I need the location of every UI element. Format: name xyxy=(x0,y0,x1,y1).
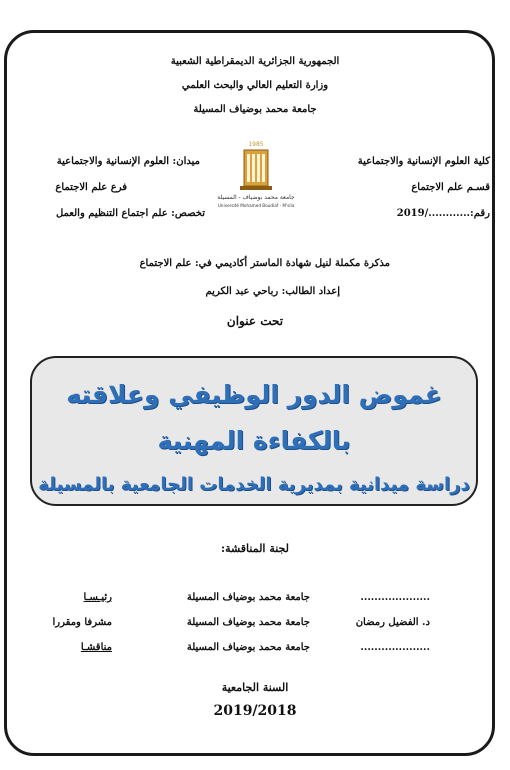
thesis-main-title: غموض الدور الوظيفي وعلاقته بالكفاءة المهنية xyxy=(66,380,442,455)
thesis-subtitle: دراسة ميدانية بمديرية الخدمات الجامعية بالمسيلة xyxy=(38,474,470,495)
university-logo xyxy=(216,138,296,210)
republic-heading: الجمهورية الجزائرية الديمقراطية الشعبية xyxy=(170,56,340,67)
committee-member-name: د. الفضيل رمضان xyxy=(355,617,430,628)
committee-member-role: مشرفا ومقررا xyxy=(52,617,112,628)
faculty-label: كلية العلوم الإنسانية والاجتماعية xyxy=(357,156,490,167)
academic-year-label: السنة الجامعية xyxy=(221,681,289,694)
reference-number: رقم:............/2019 xyxy=(396,208,490,219)
committee-member-name: .................... xyxy=(360,592,430,603)
under-title-label: تحت عنوان xyxy=(226,314,284,328)
department-label: قسـم علم الاجتماع xyxy=(411,182,490,193)
thesis-purpose: مذكرة مكملة لنيل شهادة الماستر أكاديمي في: علم الاجتماع xyxy=(139,258,390,269)
field-label: ميدان: العلوم الإنسانية والاجتماعية xyxy=(56,156,200,167)
university-heading: جامعة محمد بوضياف المسيلة xyxy=(193,104,317,115)
committee-member-name: .................... xyxy=(360,642,430,653)
logo-name-ar: جامعة محمد بوضياف - المسيلة xyxy=(217,194,295,201)
committee-member-role: مناقشـا xyxy=(80,642,112,653)
logo-year: 1985 xyxy=(248,141,264,148)
committee-member-university: جامعة محمد بوضياف المسيلة xyxy=(186,642,310,653)
committee-heading: لجنة المناقشة: xyxy=(221,542,289,555)
academic-year: 2019/2018 xyxy=(213,703,297,719)
ministry-heading: وزارة التعليم العالي والبحث العلمي xyxy=(181,80,329,91)
branch-label: فرع علم الاجتماع xyxy=(55,182,127,193)
specialty-label: تخصص: علم اجتماع التنظيم والعمل xyxy=(55,208,205,219)
committee-member-university: جامعة محمد بوضياف المسيلة xyxy=(186,617,310,628)
logo-name-en: Université Mohamed Boudiaf - M'sila xyxy=(217,203,295,208)
student-name: إعداد الطالب: رباحي عبد الكريم xyxy=(205,286,340,297)
committee-member-university: جامعة محمد بوضياف المسيلة xyxy=(186,592,310,603)
committee-member-role: رئيـسـا xyxy=(83,592,112,603)
